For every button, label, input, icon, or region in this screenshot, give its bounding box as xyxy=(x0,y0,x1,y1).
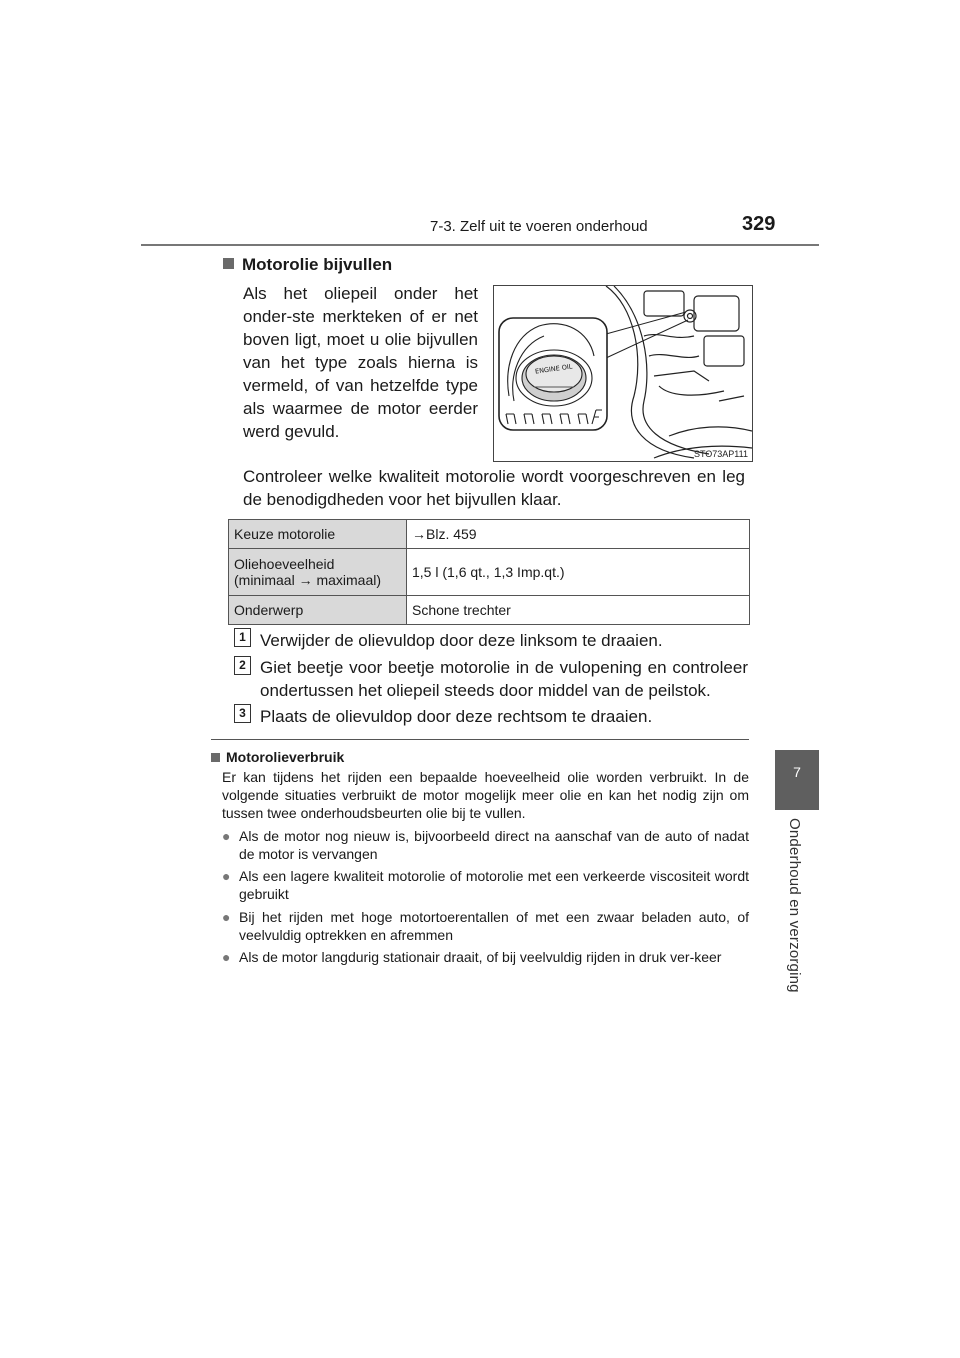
intro-paragraph: Als het oliepeil onder het onder-ste merkteken of er net boven ligt, moet u olie bijvullen van het type zoals hierna is vermeld, of van hetzelfde type als waarmee de motor eerder werd gevuld. xyxy=(243,284,478,441)
check-paragraph: Controleer welke kwaliteit motorolie wordt voorgeschreven en leg de benodigdheden voor het bijvullen klaar. xyxy=(243,467,745,509)
figure-code: STO73AP111 xyxy=(693,449,748,459)
bullet-dot-icon: ● xyxy=(222,909,231,925)
table-row xyxy=(229,549,750,596)
engine-bay-drawing xyxy=(494,286,752,461)
row-value: →Blz. 459 xyxy=(407,520,750,549)
header-rule xyxy=(141,244,819,246)
list-item xyxy=(222,867,749,903)
list-item xyxy=(222,908,749,944)
step-text-3: Plaats de olievuldop door deze rechtsom te draaien. xyxy=(260,707,653,726)
note-title: Motorolieverbruik xyxy=(226,749,345,765)
bullet-dot-icon: ● xyxy=(222,868,231,884)
square-bullet-icon xyxy=(223,258,234,269)
square-bullet-icon xyxy=(211,753,220,762)
header-title: 7-3. Zelf uit te voeren onderhoud xyxy=(430,218,648,235)
row-label: Keuze motorolie xyxy=(229,520,407,549)
page-number: 329 xyxy=(742,213,776,235)
note-heading xyxy=(211,749,344,765)
chapter-title: Onderhoud en verzorging xyxy=(786,818,803,993)
requirements-table xyxy=(228,519,750,625)
bullet-text: Bij het rijden met hoge motortoerentallen of met een zwaar beladen auto, of veelvuldig optrekken en afremmen xyxy=(239,909,749,943)
step-text-1: Verwijder de olievuldop door deze linksom te draaien. xyxy=(260,631,663,650)
step-number-2: 2 xyxy=(234,656,251,675)
chapter-number: 7 xyxy=(793,764,801,780)
note-body: Er kan tijdens het rijden een bepaalde hoeveelheid olie worden verbruikt. In de volgende situaties verbruikt de motor mogelijk meer olie en kan het nodig zijn om tussen twee onderhoudsbeurten olie bij te vullen. xyxy=(222,769,749,821)
row-label: Onderwerp xyxy=(229,596,407,625)
step-number-1: 1 xyxy=(234,628,251,647)
row-label-line: (minimaal → maximaal) xyxy=(234,572,382,588)
step-number-3: 3 xyxy=(234,704,251,723)
list-item xyxy=(222,948,749,966)
list-item xyxy=(222,827,749,863)
table-row xyxy=(229,520,750,549)
row-label xyxy=(229,549,407,596)
chapter-tab xyxy=(775,750,819,810)
bullet-text: Als de motor nog nieuw is, bijvoorbeeld direct na aanschaf van de auto of nadat de motor is vervangen xyxy=(239,828,749,862)
section-heading xyxy=(223,255,392,275)
step-text-2: Giet beetje voor beetje motorolie in de vulopening en controleer ondertussen het oliepeil steeds door middel van de peilstok. xyxy=(260,658,748,700)
bullet-text: Als de motor langdurig stationair draait, of bij veelvuldig rijden in druk ver-keer xyxy=(239,949,722,965)
table-row xyxy=(229,596,750,625)
row-label-line: Oliehoeveelheid xyxy=(234,556,335,572)
row-value: 1,5 l (1,6 qt., 1,3 Imp.qt.) xyxy=(407,549,750,596)
bullet-dot-icon: ● xyxy=(222,949,231,965)
bullet-text: Als een lagere kwaliteit motorolie of motorolie met een verkeerde viscositeit wordt gebruikt xyxy=(239,868,749,902)
note-separator xyxy=(211,739,749,740)
cap-label: ENGINE OIL xyxy=(534,362,573,376)
row-value: Schone trechter xyxy=(407,596,750,625)
section-title: Motorolie bijvullen xyxy=(242,255,393,274)
engine-oil-cap-illustration xyxy=(493,285,753,462)
bullet-dot-icon: ● xyxy=(222,828,231,844)
